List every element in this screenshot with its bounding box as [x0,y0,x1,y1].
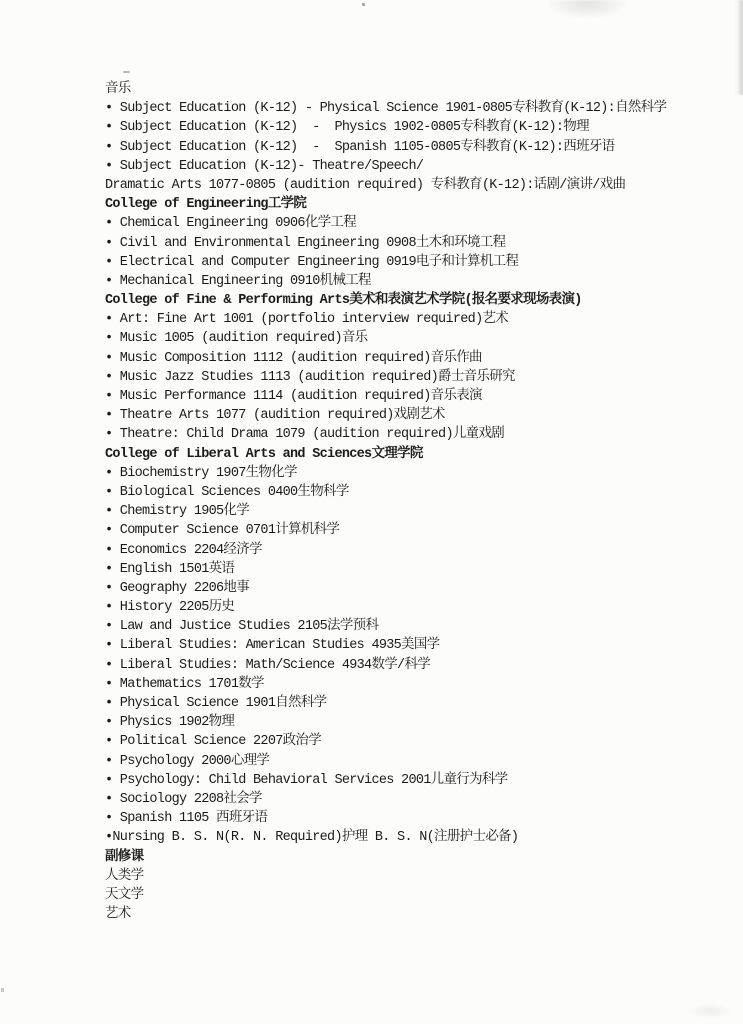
document-line: • Theatre: Child Drama 1079 (audition required)儿童戏剧 [105,427,505,443]
document-line: • Subject Education (K-12) - Spanish 1105-0805专科教育(K-12):西班牙语 [105,139,615,155]
document-line: • Music 1005 (audition required)音乐 [105,331,368,347]
document-line: • Art: Fine Art 1001 (portfolio interview required)艺术 [105,312,509,328]
document-line: • Geography 2206地事 [105,580,250,596]
document-line: • Subject Education (K-12)- Theatre/Speech/ [105,158,424,174]
document-line: • Spanish 1105 西班牙语 [105,811,268,827]
document-lines [105,80,690,924]
document-line: • Political Science 2207政治学 [105,734,322,750]
document-line: Dramatic Arts 1077-0805 (audition required) 专科教育(K-12):话剧/演讲/戏曲 [105,177,626,193]
document-line: • Mathematics 1701数学 [105,676,264,692]
document-line: • Law and Justice Studies 2105法学预科 [105,619,379,635]
document-line: • Psychology: Child Behavioral Services 2001儿童行为科学 [105,772,508,788]
document-line: • Physical Science 1901自然科学 [105,696,327,711]
document-line: • Subject Education (K-12) - Physics 1902-0805专科教育(K-12):物理 [105,120,589,136]
scan-speck [1,988,4,992]
document-line: • Chemistry 1905化学 [105,504,250,520]
section-heading: College of Liberal Arts and Sciences文理学院 [105,446,423,462]
document-line: • Computer Science 0701计算机科学 [105,523,340,539]
scan-smudge [548,0,626,18]
document-line: • Liberal Studies: American Studies 4935美国学 [105,638,440,654]
document-line: • Biochemistry 1907生物化学 [105,465,297,481]
document-line: • Physics 1902物理 [105,715,235,731]
document-line: • Biological Sciences 0400生物科学 [105,484,349,500]
document-line: • Psychology 2000心理学 [105,753,270,769]
scan-speck [123,71,130,73]
document-line: • Economics 2204经济学 [105,542,262,558]
document-line: • Chemical Engineering 0906化学工程 [105,216,357,232]
document-line: • Liberal Studies: Math/Science 4934数学/科学 [105,657,431,673]
document-line: • History 2205历史 [105,600,235,616]
document-line: 艺术 [105,907,131,923]
scan-speck [362,3,365,6]
document-line: • Music Jazz Studies 1113 (audition required)爵士音乐研究 [105,369,515,385]
document-line: • Subject Education (K-12) - Physical Science 1901-0805专科教育(K-12):自然科学 [105,101,667,117]
document-line: 人类学 [105,868,144,884]
scan-edge-smudge [734,0,743,95]
section-heading: 副修课 [105,849,144,865]
scan-smudge [688,1004,732,1018]
section-heading: College of Fine & Performing Arts美术和表演艺术学院(报名要求现场表演) [105,293,582,309]
document-line: 天文学 [105,887,144,903]
document-line: •Nursing B. S. N(R. N. Required)护理 B. S. N(注册护士必备) [105,830,519,846]
document-line: • Music Composition 1112 (audition required)音乐作曲 [105,350,482,366]
document-line: • Music Performance 1114 (audition required)音乐表演 [105,389,482,404]
document-line: • Sociology 2208社会学 [105,791,262,807]
section-heading: College of Engineering工学院 [105,197,307,213]
document-line: • Mechanical Engineering 0910机械工程 [105,273,371,289]
document-line: • English 1501英语 [105,561,235,577]
document-line: • Civil and Environmental Engineering 0908土木和环境工程 [105,235,506,251]
document-line: 音乐 [105,82,131,97]
document-line: • Electrical and Computer Engineering 0919电子和计算机工程 [105,254,519,270]
document-line: • Theatre Arts 1077 (audition required)戏剧艺术 [105,408,445,424]
